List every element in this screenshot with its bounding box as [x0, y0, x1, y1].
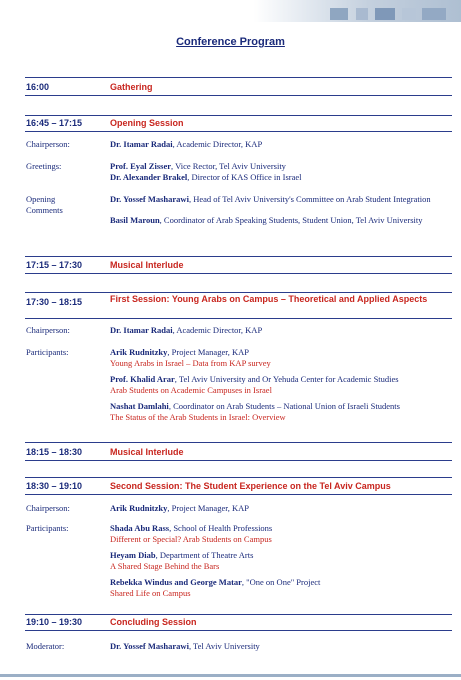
- person-name: Arik Rudnitzky: [110, 503, 168, 513]
- person-name: Heyam Diab: [110, 550, 156, 560]
- divider: [25, 630, 452, 631]
- session-time: 19:10 – 19:30: [26, 617, 83, 627]
- divider: [25, 256, 452, 257]
- person-name: Dr. Yossef Masharawi: [110, 194, 189, 204]
- decor-block: [422, 8, 446, 20]
- divider: [25, 95, 452, 96]
- session-time: 18:15 – 18:30: [26, 447, 83, 457]
- chairperson-entry: [110, 325, 450, 336]
- moderator-entry: [110, 641, 450, 652]
- session-title: Concluding Session: [110, 617, 197, 627]
- talk-topic: A Shared Stage Behind the Bars: [110, 560, 220, 571]
- divider: [25, 477, 452, 478]
- person-role: , Project Manager, KAP: [167, 347, 249, 357]
- page-title: Conference Program: [176, 36, 285, 48]
- role-label: Chairperson:: [26, 503, 70, 513]
- role-label: Participants:: [26, 523, 69, 533]
- person-role: , "One on One" Project: [241, 577, 321, 587]
- talk-topic: Arab Students on Academic Campuses in Israel: [110, 384, 272, 395]
- person-name: Dr. Yossef Masharawi: [110, 641, 189, 651]
- person-name: Dr. Itamar Radai: [110, 139, 173, 149]
- person-role: , School of Health Professions: [169, 523, 273, 533]
- role-label: Moderator:: [26, 641, 65, 651]
- talk-topic: Young Arabs in Israel – Data from KAP survey: [110, 357, 271, 368]
- session-title: Gathering: [110, 82, 153, 92]
- chairperson-entry: [110, 503, 450, 514]
- participant-entry: [110, 401, 450, 422]
- talk-topic: Different or Special? Arab Students on Campus: [110, 533, 272, 544]
- divider: [25, 77, 452, 78]
- chairperson-entry: [110, 139, 450, 150]
- person-role: , Tel Aviv University and Or Yehuda Center for Academic Studies: [174, 374, 399, 384]
- divider: [25, 494, 452, 495]
- role-label: Chairperson:: [26, 139, 70, 149]
- session-time: 16:00: [26, 82, 50, 92]
- decor-block: [402, 8, 416, 20]
- person-name: Basil Maroun: [110, 215, 160, 225]
- opening-entry: [110, 215, 450, 226]
- divider: [25, 273, 452, 274]
- role-label: Opening Comments: [26, 194, 63, 215]
- person-name: Rebekka Windus and George Matar: [110, 577, 242, 587]
- person-role: , Academic Director, KAP: [172, 139, 263, 149]
- person-role: , Coordinator of Arab Speaking Students, Student Union, Tel Aviv University: [159, 215, 423, 225]
- person-role: , Tel Aviv University: [188, 641, 260, 651]
- person-name: Dr. Alexander Brakel: [110, 172, 188, 182]
- person-role: , Academic Director, KAP: [172, 325, 263, 335]
- person-role: , Vice Rector, Tel Aviv University: [171, 161, 286, 171]
- session-time: 17:15 – 17:30: [26, 260, 83, 270]
- session-title: Second Session: The Student Experience on the Tel Aviv Campus: [110, 481, 391, 491]
- divider: [25, 292, 452, 293]
- participant-entry: [110, 550, 450, 571]
- person-name: Shada Abu Rass: [110, 523, 170, 533]
- talk-topic: The Status of the Arab Students in Israel: Overview: [110, 411, 286, 422]
- person-role: , Department of Theatre Arts: [155, 550, 254, 560]
- talk-topic: Shared Life on Campus: [110, 587, 191, 598]
- footer-decor-line: [0, 674, 461, 677]
- greeting-entry: [110, 161, 450, 172]
- person-name: Prof. Eyal Zisser: [110, 161, 171, 171]
- session-time: 16:45 – 17:15: [26, 118, 83, 128]
- person-role: , Director of KAS Office in Israel: [187, 172, 302, 182]
- divider: [25, 115, 452, 116]
- divider: [25, 442, 452, 443]
- divider: [25, 318, 452, 319]
- participant-entry: [110, 347, 450, 368]
- participant-entry: [110, 577, 450, 598]
- decor-block: [330, 8, 348, 20]
- role-label: Greetings:: [26, 161, 62, 171]
- session-title: Musical Interlude: [110, 447, 184, 457]
- header-decor-bar: [0, 0, 461, 22]
- person-name: Dr. Itamar Radai: [110, 325, 173, 335]
- role-label: Chairperson:: [26, 325, 70, 335]
- participant-entry: [110, 374, 450, 395]
- session-title: Opening Session: [110, 118, 184, 128]
- person-name: Prof. Khalid Arar: [110, 374, 175, 384]
- session-time: 17:30 – 18:15: [26, 297, 83, 307]
- participant-entry: [110, 523, 450, 544]
- greeting-entry: [110, 172, 450, 183]
- person-role: , Head of Tel Aviv University's Committee on Arab Student Integration: [188, 194, 431, 204]
- session-title: First Session: Young Arabs on Campus – Theoretical and Applied Aspects: [110, 294, 428, 304]
- opening-entry: [110, 194, 450, 205]
- decor-block: [375, 8, 395, 20]
- person-role: , Project Manager, KAP: [167, 503, 249, 513]
- person-role: , Coordinator on Arab Students – National Union of Israeli Students: [168, 401, 400, 411]
- role-label: Participants:: [26, 347, 69, 357]
- session-title: Musical Interlude: [110, 260, 184, 270]
- decor-block: [356, 8, 368, 20]
- person-name: Arik Rudnitzky: [110, 347, 168, 357]
- divider: [25, 614, 452, 615]
- divider: [25, 460, 452, 461]
- divider: [25, 131, 452, 132]
- session-time: 18:30 – 19:10: [26, 481, 83, 491]
- person-name: Nashat Damlahi: [110, 401, 169, 411]
